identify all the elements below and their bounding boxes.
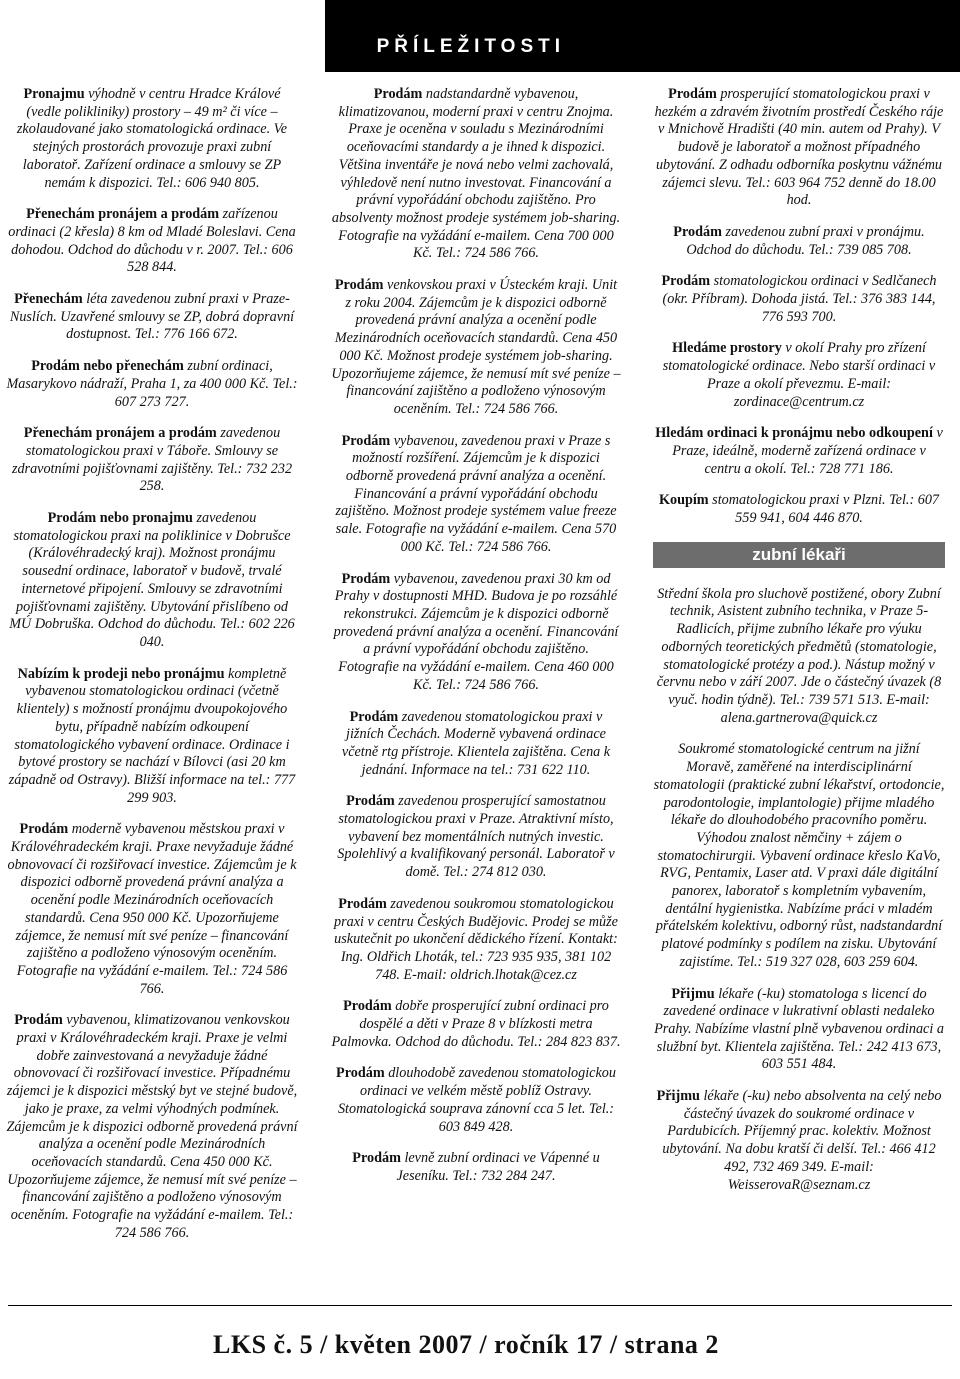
ad-text: zavedenou stomatologickou praxi na poliklinice v Dobrušce (Královéhradecký kraj). Možnost pronájmu sousední ordinace, laboratoř v budově, trvalé internetové připojení. Smlouvy se zdravotními pojišťovnami zajištěny. Ubytování přislíbeno od MÚ Dobruška. Odchod do důchodu. Tel.: 602 226 040. (9, 510, 295, 650)
ad-lead: Přijmu (671, 985, 715, 1002)
ad-text: venkovskou praxi v Ústeckém kraji. Unit z roku 2004. Zájemcům je k dispozici odborně provedená právní analýza a ocenění podle Mezinárodních oceňovacích standardů. Cena 450 000 Kč. Možnost prodeje systémem job-sharing. Upozorňujeme zájemce, že nemusí mít své peníze – financování zajištěno a podloženo výnosovým oceněním. Tel.: 724 586 766. (331, 277, 621, 417)
classified-ad (653, 492, 945, 527)
column-2 (331, 86, 621, 1200)
ad-lead: Koupím (658, 492, 709, 509)
ad-text: vybavenou, zavedenou praxi v Praze s možností rozšíření. Zájemcům je k dispozici odborně provedená právní analýza a ocenění. Financování a právní vypořádání obchodu zajištěno. Možnost prodeje systémem value freeze sale. Fotografie na vyžádání e-mailem. Cena 570 000 Kč. Tel.: 724 586 766. (335, 432, 617, 555)
ad-lead: Prodám (349, 708, 399, 725)
classified-ad (331, 1065, 621, 1136)
ad-lead: Prodám (341, 432, 391, 449)
classified-ad (6, 1012, 298, 1242)
ad-text: v Praze, ideálně, moderně zařízená ordinace v centru a okolí. Tel.: 728 771 186. (672, 425, 943, 477)
ad-lead: Přenechám pronájem a prodám (23, 425, 217, 442)
classified-ad (331, 998, 621, 1051)
ad-lead: Nabízím k prodeji nebo pronájmu (17, 665, 225, 682)
classified-ad (6, 291, 298, 344)
classified-ad (653, 1088, 945, 1194)
ad-lead: Prodám (341, 570, 391, 587)
footer-issue-info: LKS č. 5 / květen 2007 / ročník 17 / strana 2 (213, 1330, 719, 1359)
ad-text: Střední škola pro sluchově postižené, obory Zubní technik, Asistent zubního technika, v Praze 5-Radlicích, přijme zubního lékaře pro výuku odborných teoretických předmětů (stomatologie, stomatologické protézy a pod.). Nástup možný v červnu nebo v září 2007. Jde o částečný úvazek (8 vyuč. hodin týdně). Tel.: 739 571 513. E-mail: alena.gartnerova@quick.cz (656, 585, 942, 726)
ad-lead: Prodám (338, 895, 387, 912)
classified-ad (653, 425, 945, 478)
classified-ad (6, 425, 298, 496)
ad-lead: Prodám (336, 1065, 385, 1082)
ad-text: v okolí Prahy pro zřízení stomatologické ordinace. Nebo starší ordinaci v Praze a okolí převezmu. E-mail: zordinace@centrum.cz (662, 340, 936, 410)
ad-text: výhodně v centru Hradce Králové (vedle polikliniky) prostory – 49 m² či více – zkolaudované jako stomatologická ordinace. Ve stejných prostorách provozuje praxi zubní laboratoř. Zařízení ordinace a smlouvy se ZP nemám k dispozici. Tel.: 606 940 805. (16, 86, 288, 191)
ad-lead: Prodám (19, 821, 69, 838)
ad-lead: Prodám nebo přenechám (31, 358, 184, 375)
ad-lead: Prodám (343, 998, 392, 1015)
ad-lead: Prodám (673, 223, 722, 240)
ad-text: zubní ordinaci, Masarykovo nádraží, Praha 1, za 400 000 Kč. Tel.: 607 273 727. (6, 358, 298, 410)
classified-ad (653, 586, 945, 728)
classified-ad (6, 358, 298, 411)
section-title-zubni-lekari: zubní lékaři (653, 542, 945, 568)
ad-text: nadstandardně vybavenou, klimatizovanou, moderní praxi v centru Znojma. Praxe je oceněna v souladu s Mezinárodními oceňovacími standardy a je ihned k dispozici. Většina inventáře je nová nebo velmi zachovalá, výhledově není nutno investovat. Financování a právní vypořádání obchodu zajištěno. Pro absolventy možnost prodeje systémem job-sharing. Fotografie na vyžádání e-mailem. Cena 700 000 Kč. Tel.: 724 586 766. (331, 86, 621, 262)
classified-ad (331, 277, 621, 419)
ad-lead: Hledáme prostory (672, 340, 782, 357)
ad-text: moderně vybavenou městskou praxi v Královéhradeckém kraji. Praxe nevyžaduje žádné obnovovací či rozšiřovací investice. Zájemcům je k dispozici odborně provedená právní analýza a ocenění podle Mezinárodních oceňovacích standardů. Cena 950 000 Kč. Upozorňujeme zájemce, že nemusí mít své peníze – financování zajištěno a podloženo výnosovým oceněním. Fotografie na vyžádání e-mailem. Tel.: 724 586 766. (7, 821, 297, 997)
ad-text: stomatologickou ordinaci v Sedlčanech (okr. Příbram). Dohoda jistá. Tel.: 376 383 144, 776 593 700. (662, 273, 937, 325)
ad-text: zavedenou prosperující samostatnou stomatologickou praxi v Praze. Atraktivní místo, vybavení bez momentálních nutných investic. Spolehlivý a kvalifikovaný personál. Laboratoř v domě. Tel.: 274 812 030. (337, 793, 615, 881)
ad-text: lékaře (-ku) stomatologa s licencí do zavedené ordinace v lukrativní oblasti nedaleko Prahy. Nabízíme vlastní plně vybavenou ordinaci a službní byt. Klientela zajištěna. Tel.: 242 413 673, 603 551 484. (654, 985, 944, 1073)
footer-rule (8, 1305, 952, 1306)
ad-text: dlouhodobě zavedenou stomatologickou ordinaci ve velkém městě poblíž Ostravy. Stomatologická souprava zánovní cca 5 let. Tel.: 603 849 428. (337, 1065, 616, 1135)
ad-lead: Přenechám (14, 291, 83, 308)
ad-text: vybavenou, klimatizovanou venkovskou praxi v Královéhradeckém kraji. Praxe je velmi dobře zainvestovaná a nevyžaduje žádné obnovovací či rozšiřovací investice. Případnému zájemci je k dispozici městský byt ve stejné budově, jako je praxe, za velmi výhodných podmínek. Zájemcům je k dispozici odborně provedená právní analýza a ocenění podle Mezinárodních oceňovacích standardů. Cena 450 000 Kč. Upozorňujeme zájemce, že nemusí mít své peníze – financování zajištěno a podloženo výnosovým oceněním. Fotografie na vyžádání e-mailem. Tel.: 724 586 766. (6, 1012, 298, 1241)
ad-text: zařízenou ordinaci (2 křesla) 8 km od Mladé Boleslavi. Cena dohodou. Odchod do důchodu v r. 2007. Tel.: 606 528 844. (8, 206, 296, 276)
classified-ad (6, 86, 298, 192)
ad-lead: Přenechám pronájem a prodám (26, 206, 220, 223)
classified-ad (653, 741, 945, 971)
classified-ad (6, 821, 298, 998)
ad-lead: Prodám (334, 277, 384, 294)
classified-ad (653, 340, 945, 411)
column-1 (6, 86, 298, 1256)
ad-text: zavedenou soukromou stomatologickou praxi v centru Českých Budějovic. Prodej se může uskutečnit po ukončení dědického řízení. Kontakt: Ing. Oldřich Lhoták, tel.: 723 935 935, 381 102 748. E-mail: oldrich.lhotak@cez.cz (334, 895, 618, 983)
ad-lead: Prodám (14, 1012, 63, 1029)
ad-text: Soukromé stomatologické centrum na jižní Moravě, zaměřené na interdisciplinární stomatologii (praktické zubní lékařství, ortodoncie, parodontologie, implantologie) přijme mladého lékaře do dlouhodobého pracovního poměru. Výhodou znalost němčiny + zájem o stomatochirurgii. Vybavení ordinace křeslo KaVo, RVG, Pentamix, Laser atd. V praxi dále digitální panorex, laboratoř s kompletním vybavením, dentální hygienistka. Nabízíme práci v mladém přátelském kolektivu, odborný růst, nadstandardní platové podmínky s podílem na zisku. Ubytování zajistíme. Tel.: 519 327 028, 603 259 604. (653, 741, 945, 970)
classified-ad (331, 86, 621, 263)
section-header-title: PŘÍLEŽITOSTI (376, 36, 565, 57)
classified-ad (653, 986, 945, 1075)
classified-ad (331, 896, 621, 985)
classified-ad (6, 206, 298, 277)
ad-lead: Prodám nebo pronajmu (47, 510, 193, 527)
ad-lead: Přijmu (656, 1088, 700, 1105)
ad-text: zavedenou stomatologickou praxi v jižních Čechách. Moderně vybavená ordinace včetně rtg přístroje. Klientela zajištěna. Cena k jednání. Informace na tel.: 731 622 110. (341, 708, 611, 778)
classified-ad (331, 433, 621, 557)
classified-ad (653, 86, 945, 210)
ad-lead: Prodám (661, 273, 711, 290)
classified-ad (653, 273, 945, 326)
ad-text: lékaře (-ku) nebo absolventa na celý nebo částečný úvazek do soukromé ordinace v Pardubicích. Příjemný prac. kolektiv. Možnost ubytování. Na dobu kratší či delší. Tel.: 466 412 492, 732 469 349. E-mail: WeisserovaR@seznam.cz (662, 1088, 942, 1193)
classified-ad (6, 510, 298, 652)
classified-ad (331, 571, 621, 695)
ad-text: vybavenou, zavedenou praxi 30 km od Prahy v dostupnosti MHD. Budova je po rozsáhlé rekonstrukci. Zájemcům je k dispozici odborně provedená právní analýza a ocenění. Financování a právní vypořádání obchodu zajištěno. Fotografie na vyžádání e-mailem. Cena 460 000 Kč. Tel.: 724 586 766. (333, 570, 619, 693)
classified-ad (331, 1150, 621, 1185)
ad-text: prosperující stomatologickou praxi v hezkém a zdravém životním prostředí Českého ráje v Mnichově Hradišti (40 min. autem od Prahy). V budově je laboratoř a možnost případného ubytování. Z odhadu odborníka poskytnu vážnému zájemci slevu. Tel.: 603 964 752 denně do 18.00 hod. (654, 86, 944, 209)
ad-text: zavedenou stomatologickou praxi v Táboře. Smlouvy se zdravotními pojišťovnami zajištěny. Tel.: 732 232 258. (11, 425, 293, 495)
ad-lead: Prodám (346, 793, 395, 810)
ad-text: stomatologickou praxi v Plzni. Tel.: 607 559 941, 604 446 870. (708, 492, 940, 527)
ad-lead: Prodám (352, 1150, 401, 1167)
classified-ad (331, 709, 621, 780)
classified-ad (6, 666, 298, 808)
ad-lead: Hledám ordinaci k pronájmu nebo odkoupení (655, 425, 933, 442)
ad-text: levně zubní ordinaci ve Vápenné u Jeseníku. Tel.: 732 284 247. (396, 1150, 600, 1184)
ad-lead: Prodám (373, 86, 423, 102)
ad-lead: Prodám (668, 86, 717, 102)
classified-ad (331, 793, 621, 882)
ad-text: zavedenou zubní praxi v pronájmu. Odchod do důchodu. Tel.: 739 085 708. (686, 223, 925, 258)
column-3 (653, 86, 945, 1208)
ad-text: dobře prosperující zubní ordinaci pro dospělé a děti v Praze 8 v blízkosti metra Palmovka. Odchod do důchodu. Tel.: 284 823 837. (331, 998, 621, 1050)
ad-text: kompletně vybavenou stomatologickou ordinaci (včetně klientely) s možností pronájmu dvoupokojového bytu, případně nabízím odkoupení stomatologického vybavení ordinace. Ordinace i bytové prostory se nachází v Bílovci (asi 20 km západně od Ostravy). Bližší informace na tel.: 777 299 903. (8, 665, 296, 806)
ad-text: léta zavedenou zubní praxi v Praze-Nuslích. Uzavřené smlouvy se ZP, dobrá dopravní dostupnost. Tel.: 776 166 672. (9, 291, 295, 343)
ad-lead: Pronajmu (23, 86, 85, 102)
classified-ad (653, 224, 945, 259)
